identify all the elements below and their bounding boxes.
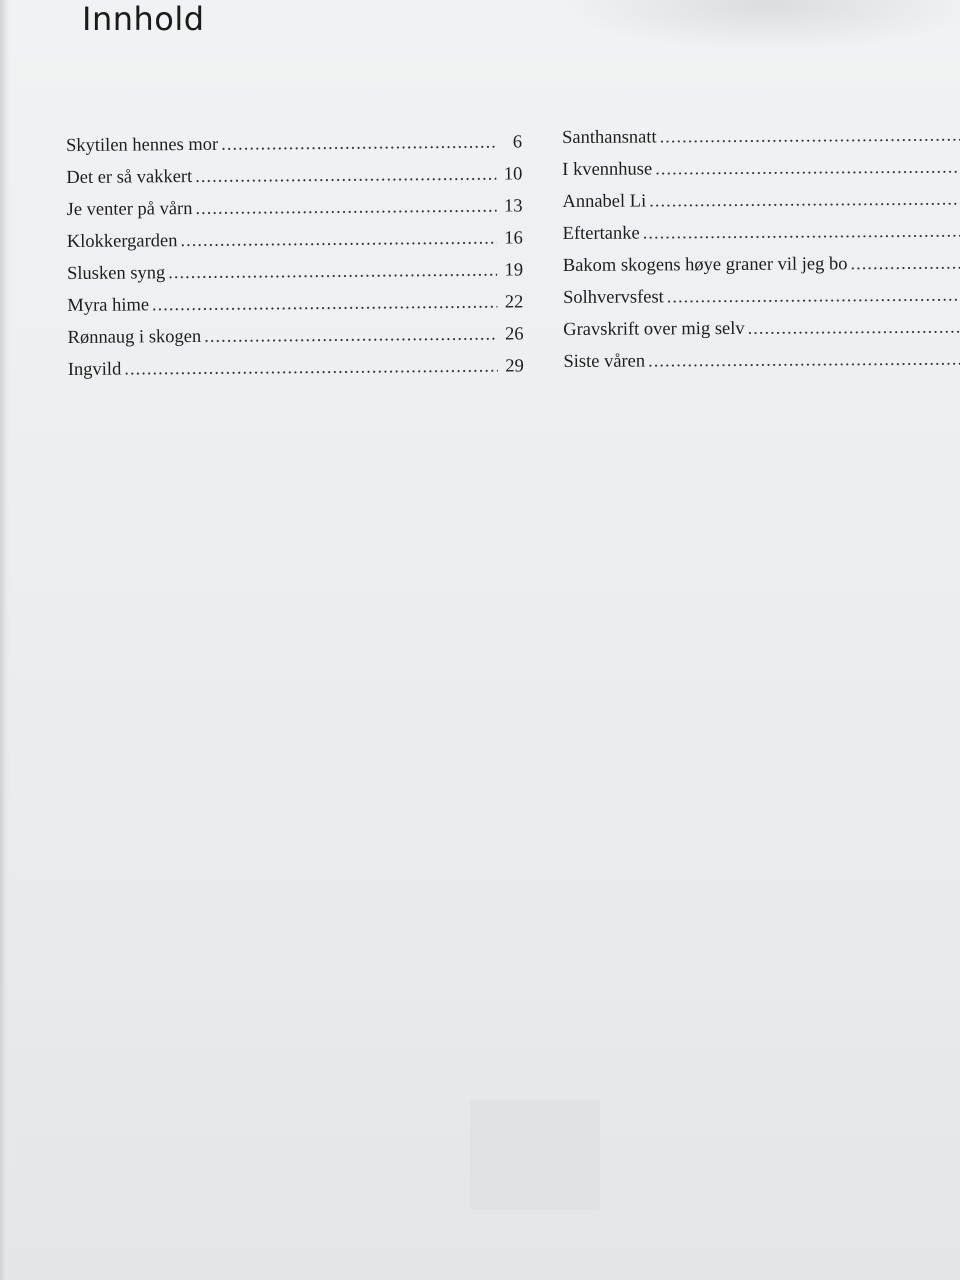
toc-entry-page: 16 <box>504 228 523 249</box>
toc-entry <box>66 132 522 168</box>
toc-leader-dots <box>667 285 960 308</box>
toc-entry-page: 22 <box>504 292 524 313</box>
toc-entry-page: 19 <box>504 260 524 281</box>
toc-entry <box>563 317 960 352</box>
toc-entry-page: 29 <box>505 356 524 377</box>
shadow <box>560 0 960 50</box>
toc-leader-dots <box>180 229 497 252</box>
toc-leader-dots <box>649 189 960 212</box>
toc-entry <box>67 292 523 328</box>
toc-entry-title: Santhansnatt <box>562 127 657 148</box>
toc-leader-dots <box>195 165 496 188</box>
toc-entry-title: Annabel Li <box>562 191 647 212</box>
toc-entry-title: Eftertanke <box>562 223 640 244</box>
toc-entry <box>562 189 960 224</box>
toc-entry <box>67 196 523 232</box>
toc-leader-dots <box>850 253 960 275</box>
toc-leader-dots <box>655 157 960 180</box>
show-through-block <box>470 1100 600 1210</box>
toc-entry <box>563 285 960 320</box>
toc-entry <box>67 260 523 296</box>
toc-right-column <box>562 125 960 384</box>
toc-entry <box>562 125 960 160</box>
toc-entry <box>563 221 960 256</box>
toc-leader-dots <box>660 125 960 148</box>
toc-leader-dots <box>152 293 497 317</box>
toc-leader-dots <box>204 325 498 348</box>
toc-entry-title: Siste våren <box>563 351 646 372</box>
toc-entry-title: Klokkergarden <box>66 231 178 252</box>
page-title: Innhold <box>82 0 205 38</box>
toc-leader-dots <box>168 261 497 285</box>
toc-entry-title: Je venter på vårn <box>66 199 193 220</box>
toc-entry <box>563 253 960 288</box>
toc-entry <box>67 228 523 264</box>
toc-leader-dots <box>748 317 960 340</box>
toc-leader-dots <box>648 349 960 372</box>
toc-entry-title: Solhvervsfest <box>562 287 664 308</box>
toc-entry-page: 26 <box>504 324 524 345</box>
toc-leader-dots <box>221 133 496 156</box>
toc-entry-title: I kvennhuse <box>562 159 653 180</box>
page-edge <box>0 0 10 1280</box>
toc-entry <box>68 356 524 392</box>
toc-left-column <box>66 132 524 392</box>
toc-entry-title: Det er så vakkert <box>66 167 193 188</box>
toc-entry <box>66 164 522 200</box>
toc-entry-page: 6 <box>512 132 523 153</box>
toc-entry <box>563 349 960 384</box>
toc-entry-title: Rønnaug i skogen <box>67 326 202 348</box>
toc-entry-page: 10 <box>503 164 523 185</box>
toc-entry-title: Myra hime <box>67 295 150 316</box>
toc-leader-dots <box>643 221 960 244</box>
toc-leader-dots <box>195 197 496 220</box>
toc-entry-title: Ingvild <box>67 359 122 380</box>
toc-leader-dots <box>124 357 498 381</box>
toc-entry-title: Gravskrift over mig selv <box>563 318 745 340</box>
toc-entry-title: Bakom skogens høye graner vil jeg bo <box>562 254 848 276</box>
toc-entry-title: Slusken syng <box>67 263 166 284</box>
toc-entry-title: Skytilen hennes mor <box>66 134 219 156</box>
toc-entry <box>562 157 960 192</box>
toc-entry-page: 13 <box>503 196 523 217</box>
toc-entry <box>68 324 524 360</box>
